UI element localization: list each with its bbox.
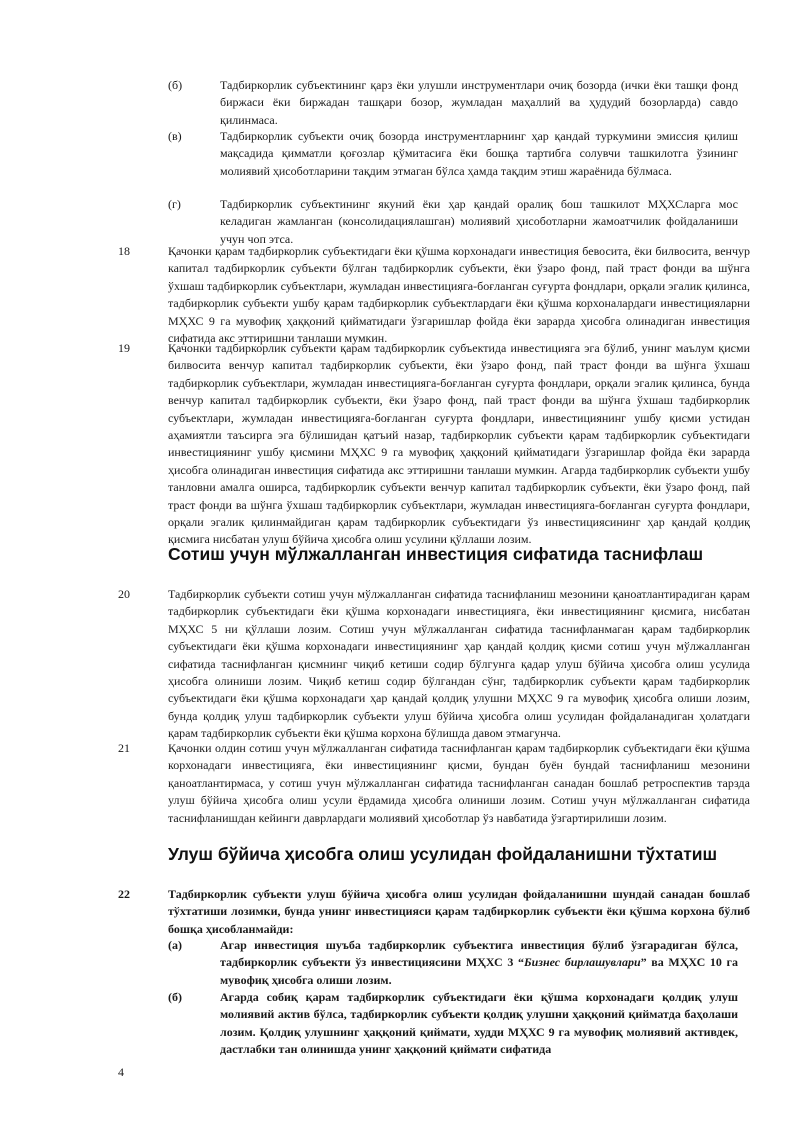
paragraph-text: Тадбиркорлик субъекти улуш бўйича ҳисобга олиш усулидан фойдаланишни шундай санадан бошлаб тўхтатиши лозимки, бунда унинг инвестицияси қарам тадбиркорлик субъекти ёки қўшма корхона бўлиб бошқа ҳисобланмайди: [168, 887, 750, 936]
item-label: (б) [168, 78, 183, 92]
paragraph-text: Қачонки олдин сотиш учун мўлжалланган сифатида таснифланган қарам тадбиркорлик субъектидаги ёки қўшма корхонадаги инвестицияга, ёки инвестициянинг қисми, бундан буён бундай таснифланиш мезонини қаноатлантирмаса, у сотиш учун мўлжалланган сифатида таснифланган санадан бошлаб ретроспектив тарзда улуш бўйича ҳисобга олиш усули ёрдамида ҳисобга олиниши лозим. Сотиш учун мўлжалланган сифатида таснифланишдан кейинги даврлардаги молиявий ҳисоботлар ўз навбатида ўзгартирилиши лозим. [168, 741, 750, 825]
item-label: (в) [168, 129, 182, 143]
item-text: Агарда собиқ қарам тадбиркорлик субъектидаги ёки қўшма корхонадаги қолдиқ улуш молиявий актив бўлса, тадбиркорлик субъекти қолдиқ улушни ҳаққоний қийматда баҳолаши лозим. Қолдиқ улушнинг ҳаққоний қиймати, худди МҲХС 9 га мувофиқ молиявий активдек, дастлабки тан олинишда унинг ҳаққоний қиймати сифатида [220, 990, 738, 1057]
item-label: (б) [168, 990, 182, 1004]
paragraph-text: Тадбиркорлик субъекти сотиш учун мўлжалланган сифатида таснифланиш мезонини қаноатлантирадиган қарам тадбиркорлик субъектидаги ёки қўшма корхонадаги инвестицияга, ёки инвестициянинг қисмига, нисбатан МҲХС 5 ни қўллаши лозим. Сотиш учун мўлжалланган сифатида таснифланмаган қарам тадбиркорлик субъектидаги ёки қўшма корхонадаги инвестициянинг ҳар қандай қолдиқ қисми сотиш учун мўлжалланган сифатида таснифланган қисмнинг чиқиб кетиши содир бўлгунга қадар улуш бўйича ҳисобга олиш усулида ҳисобга олиниши лозим. Чиқиб кетиш содир бўлгандан сўнг, тадбиркорлик субъекти қарам тадбиркорлик субъектидаги ёки қўшма корхонадаги ҳар қандай қолдиқ улушни МҲХС 9 га мувофиқ ҳисобга олиши лозим, бунда қолдиқ улуш тадбиркорлик субъекти улуш бўйича ҳисобга олиш усулидан фойдаланадиган ҳолатдаги қарам тадбиркорлик субъекти ёки қўшма корхона бўлишда давом этмагунча. [168, 587, 750, 741]
item-text-pre: Агар инвестиция шуъба тадбиркорлик субъектига инвестиция бўлиб ўзгарадиган бўлса, тадбиркорлик субъекти ўз инвестициясини МҲХС 3 “ [220, 938, 738, 970]
item-text: Тадбиркорлик субъектининг якуний ёки ҳар қандай оралиқ бош ташкилот МҲХСларга мос келадиган жамланган (консолидациялашган) молиявий ҳисоботларни жамоатчилик фойдаланиши учун чоп этса. [220, 197, 738, 246]
item-text-post: ” ва МҲХС 10 га мувофиқ ҳисобга олиши лозим. [220, 955, 738, 987]
item-label: (г) [168, 197, 181, 211]
page-number: 4 [118, 1065, 124, 1079]
section-heading: Улуш бўйича ҳисобга олиш усулидан фойдаланишни тўхтатиш [168, 844, 718, 864]
paragraph-number: 22 [118, 887, 130, 901]
item-label: (а) [168, 938, 182, 952]
paragraph-number: 21 [118, 741, 130, 755]
paragraph-number: 20 [118, 587, 130, 601]
paragraph-text: Қачонки тадбиркорлик субъекти қарам тадбиркорлик субъектида инвестицияга эга бўлиб, унинг маълум қисми билвосита венчур капитал тадбиркорлик субъекти, ёки ўзаро фонд, пай траст фонди ва шўнга ўхшаш тадбиркорлик субъектлари, жумладан инвестицияга-боғланган суғурта фондлари, орқали эгалик қилинса, бунда венчур капитал тадбиркорлик субъекти, ёки ўзаро фонд, пай траст фонди ва шўнга ўхшаш тадбиркорлик субъектлари, жумладан инвестицияга-боғланган суғурта фондлари, инвестициянинг ушбу қисми устидан аҳамиятли таъсирга эга бўлишидан қатъий назар, тадбиркорлик субъекти қарам тадбиркорлик субъектидаги инвестициянинг ушбу қисмини МҲХС 9 га мувофиқ ҳаққоний қийматидаги ўзгаришлар фойда ёки зарарда ҳисобга олинадиган инвестиция сифатида акс эттиришни танлаши мумкин. Агарда тадбиркорлик субъекти ушбу танловни амалга оширса, тадбиркорлик субъекти венчур капитал тадбиркорлик субъекти, ёки ўзаро фонд, пай траст фонди ва шўнга ўхшаш тадбиркорлик субъектлари, жумладан инвестицияга-боғланган суғурта фондлари, орқали эгалик қилинмайдиган қарам тадбиркорлик субъектидаги ўз инвестициясининг ҳар қандай қолдиқ қисмига нисбатан улуш бўйича ҳисобга олиш усулини қўллаши лозим. [168, 341, 750, 547]
standard-title: Бизнес бирлашувлари [523, 955, 641, 970]
section-heading: Сотиш учун мўлжалланган инвестиция сифатида таснифлаш [168, 544, 704, 564]
paragraph-text: Қачонки қарам тадбиркорлик субъектидаги ёки қўшма корхонадаги инвестиция бевосита, ёки билвосита, венчур капитал тадбиркорлик субъекти бўлган тадбиркорлик субъекти, ёки ўзаро фонд, пай траст фонди ва шўнга ўхшаш тадбиркорлик субъектлари, жумладан инвестицияга-боғланган суғурта фондлари, орқали эгалик қилинса, тадбиркорлик субъекти ушбу қарам тадбиркорлик субъектлардаги ёки қўшма корхоналардаги инвестицияларни МҲХС 9 га мувофиқ ҳаққоний қийматидаги ўзгаришлар фойда ёки зарарда ҳисобга олинадиган инвестиция сифатида акс эттиришни танлаши мумкин. [168, 244, 750, 346]
paragraph-number: 19 [118, 341, 130, 355]
item-text: Тадбиркорлик субъектининг қарз ёки улушли инструментлари очиқ бозорда (ички ёки ташқи фонд биржаси ёки биржадан ташқари бозор, жумладан маҳаллий ва ҳудудий бозорларда) савдо қилинмаса. [220, 78, 738, 127]
item-text: Тадбиркорлик субъекти очиқ бозорда инструментларнинг ҳар қандай туркумини эмиссия қилиш мақсадида қимматли қоғозлар қўмитасига ёки бошқа тартибга солувчи ташкилотга ўзининг молиявий ҳисоботларини тақдим этмаган бўлса ҳамда тақдим этиш жараёнида бўлмаса. [220, 129, 738, 178]
paragraph-number: 18 [118, 244, 130, 258]
item-text [220, 937, 738, 989]
